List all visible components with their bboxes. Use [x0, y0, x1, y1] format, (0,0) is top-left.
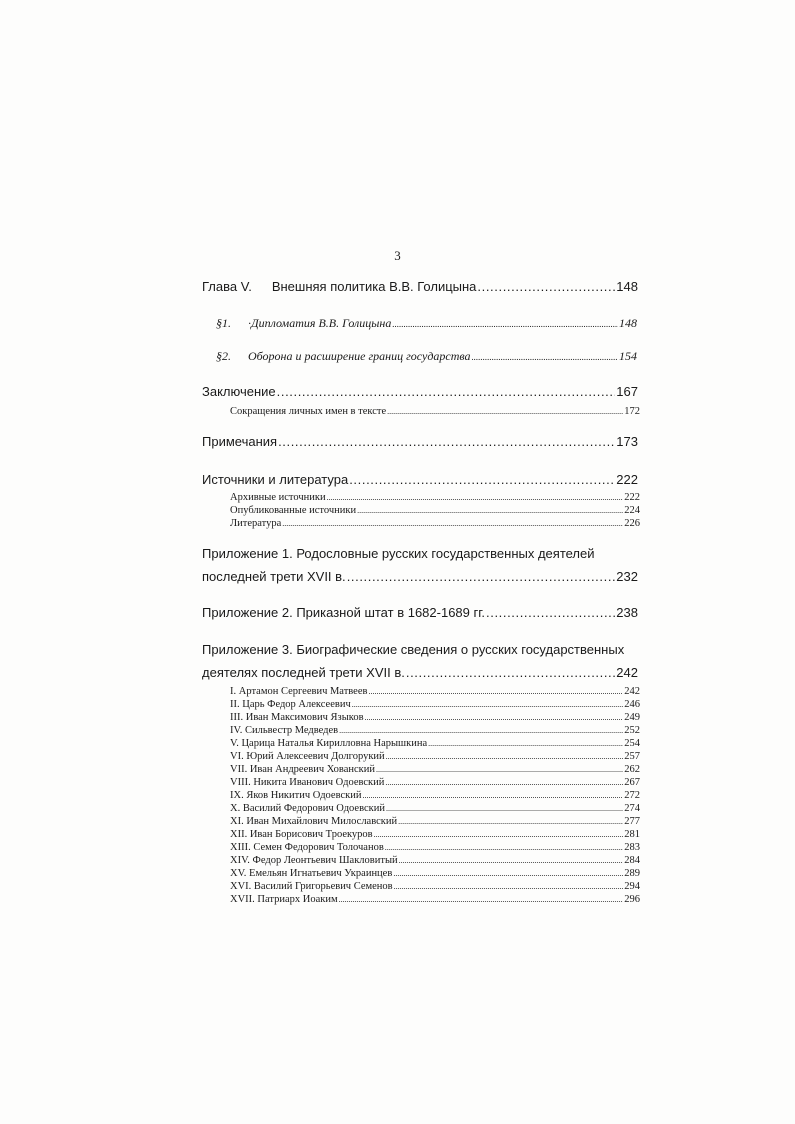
dot-leader	[477, 279, 615, 294]
entry-title: XVII. Патриарх Иоаким	[230, 894, 338, 905]
entry-title: Заключение	[202, 384, 276, 399]
page-ref: 238	[616, 605, 638, 620]
toc-subentry[interactable]	[230, 492, 640, 503]
page-ref: 148	[619, 316, 637, 330]
entry-title: IV. Сильвестр Медведев	[230, 725, 339, 736]
toc-person-entry[interactable]	[230, 868, 640, 879]
page-ref: 172	[624, 406, 640, 417]
page-ref: 289	[624, 868, 640, 879]
dot-leader	[393, 869, 623, 878]
toc-subentry[interactable]	[230, 505, 640, 516]
toc-person-entry[interactable]	[230, 842, 640, 853]
toc-person-entry[interactable]	[230, 751, 640, 762]
entry-title: XV. Емельян Игнатьевич Украинцев	[230, 868, 393, 879]
toc-person-entry[interactable]	[230, 686, 640, 697]
dot-leader	[374, 830, 624, 839]
entry-title: Опубликованные источники	[230, 505, 357, 516]
section-number: §2.	[216, 349, 231, 363]
toc-entry-section-2[interactable]	[216, 349, 637, 364]
page-ref: 232	[616, 569, 638, 584]
section-number: §1.	[216, 316, 231, 330]
toc-person-entry[interactable]	[230, 712, 640, 723]
toc-person-entry[interactable]	[230, 829, 640, 840]
dot-leader	[347, 569, 616, 584]
page-ref: 257	[624, 751, 640, 762]
dot-leader	[349, 472, 615, 487]
toc-person-entry[interactable]	[230, 699, 640, 710]
page-ref: 173	[616, 434, 638, 449]
entry-title: XI. Иван Михайлович Милославский	[230, 816, 398, 827]
toc-person-entry[interactable]	[230, 725, 640, 736]
page-ref: 246	[624, 699, 640, 710]
entry-title: VII. Иван Андреевич Хованский	[230, 764, 376, 775]
entry-title: Сокращения личных имен в тексте	[230, 406, 387, 417]
page-ref: 242	[624, 686, 640, 697]
dot-leader	[368, 687, 623, 696]
toc-entry-appendix-1[interactable]	[202, 569, 638, 584]
page-ref: 254	[624, 738, 640, 749]
entry-title: Литература	[230, 518, 282, 529]
dot-leader	[428, 739, 623, 748]
entry-title: I. Артамон Сергеевич Матвеев	[230, 686, 368, 697]
page-ref: 284	[624, 855, 640, 866]
dot-leader	[352, 700, 624, 709]
dot-leader	[376, 765, 623, 774]
entry-title: X. Василий Федорович Одоевский	[230, 803, 385, 814]
entry-title: XIV. Федор Леонтьевич Шакловитый	[230, 855, 398, 866]
toc-entry-appendix-2[interactable]	[202, 605, 638, 620]
toc-person-entry[interactable]	[230, 881, 640, 892]
entry-title: Примечания	[202, 434, 278, 449]
entry-title: V. Царица Наталья Кирилловна Нарышкина	[230, 738, 428, 749]
toc-person-entry[interactable]	[230, 855, 640, 866]
toc-entry-notes[interactable]	[202, 434, 638, 449]
page-ref: 167	[616, 384, 638, 399]
page-ref: 242	[616, 665, 638, 680]
dot-leader	[365, 713, 624, 722]
toc-person-entry[interactable]	[230, 777, 640, 788]
page-number: 3	[394, 248, 401, 263]
toc-person-entry[interactable]	[230, 894, 640, 905]
dot-leader	[385, 778, 623, 787]
toc-person-entry[interactable]	[230, 816, 640, 827]
page-ref: 294	[624, 881, 640, 892]
entry-title: VI. Юрий Алексеевич Долгорукий	[230, 751, 385, 762]
page-ref: 272	[624, 790, 640, 801]
chapter-label: Глава V.	[202, 279, 252, 294]
dot-leader	[486, 605, 615, 620]
page-ref: 283	[624, 842, 640, 853]
toc-subentry[interactable]	[230, 518, 640, 529]
dot-leader	[327, 493, 624, 502]
entry-title: последней трети XVII в.	[202, 569, 346, 584]
toc-person-entry[interactable]	[230, 764, 640, 775]
toc-person-entry[interactable]	[230, 803, 640, 814]
page-ref: 277	[624, 816, 640, 827]
dot-leader	[392, 319, 618, 329]
page-ref: 296	[624, 894, 640, 905]
entry-title: деятелях последней трети XVII в.	[202, 665, 405, 680]
entry-title: XIII. Семен Федорович Толочанов	[230, 842, 384, 853]
dot-leader	[363, 791, 624, 800]
toc-person-entry[interactable]	[230, 738, 640, 749]
toc-entry-appendix-3[interactable]	[202, 665, 638, 680]
dot-leader	[277, 384, 616, 399]
entry-title: Приложение 2. Приказной штат в 1682-1689 гг.	[202, 605, 486, 620]
page-ref: 281	[624, 829, 640, 840]
page-ref: 249	[624, 712, 640, 723]
dot-leader	[339, 895, 624, 904]
section-title: ·Дипломатия В.В. Голицына	[248, 316, 392, 330]
dot-leader	[282, 519, 623, 528]
dot-leader	[386, 752, 624, 761]
page-ref: 222	[616, 472, 638, 487]
entry-title: VIII. Никита Иванович Одоевский	[230, 777, 385, 788]
page-ref: 262	[624, 764, 640, 775]
page-ref: 274	[624, 803, 640, 814]
dot-leader	[387, 407, 623, 416]
dot-leader	[278, 434, 615, 449]
toc-entry-sources[interactable]	[202, 472, 638, 487]
page-ref: 222	[624, 492, 640, 503]
dot-leader	[394, 882, 624, 891]
dot-leader	[357, 506, 623, 515]
dot-leader	[386, 804, 623, 813]
entry-title: IX. Яков Никитич Одоевский	[230, 790, 362, 801]
dot-leader	[339, 726, 623, 735]
toc-subentry[interactable]	[230, 406, 640, 417]
section-title: Оборона и расширение границ государства	[248, 349, 471, 363]
appendix-1-title-line[interactable]: Приложение 1. Родословные русских государственных деятелей	[202, 546, 595, 561]
toc-entry-conclusion[interactable]	[202, 384, 638, 399]
dot-leader	[385, 843, 623, 852]
entry-title: III. Иван Максимович Языков	[230, 712, 364, 723]
entry-title: II. Царь Федор Алексеевич	[230, 699, 351, 710]
dot-leader	[398, 817, 623, 826]
appendix-3-title-line[interactable]: Приложение 3. Биографические сведения о русских государственных	[202, 642, 625, 657]
page-ref: 224	[624, 505, 640, 516]
entry-title: Источники и литература	[202, 472, 349, 487]
page-ref: 154	[619, 349, 637, 363]
page-ref: 226	[624, 518, 640, 529]
entry-title: Архивные источники	[230, 492, 326, 503]
dot-leader	[472, 352, 618, 362]
chapter-title: Внешняя политика В.В. Голицына	[271, 279, 477, 294]
entry-title: XII. Иван Борисович Троекуров	[230, 829, 373, 840]
page-ref: 148	[616, 279, 638, 294]
toc-entry-section-1[interactable]	[216, 316, 637, 331]
page-ref: 267	[624, 777, 640, 788]
dot-leader	[399, 856, 624, 865]
entry-title: XVI. Василий Григорьевич Семенов	[230, 881, 393, 892]
toc-entry-chapter-5[interactable]	[202, 279, 638, 294]
dot-leader	[406, 665, 615, 680]
page-ref: 252	[624, 725, 640, 736]
toc-person-entry[interactable]	[230, 790, 640, 801]
